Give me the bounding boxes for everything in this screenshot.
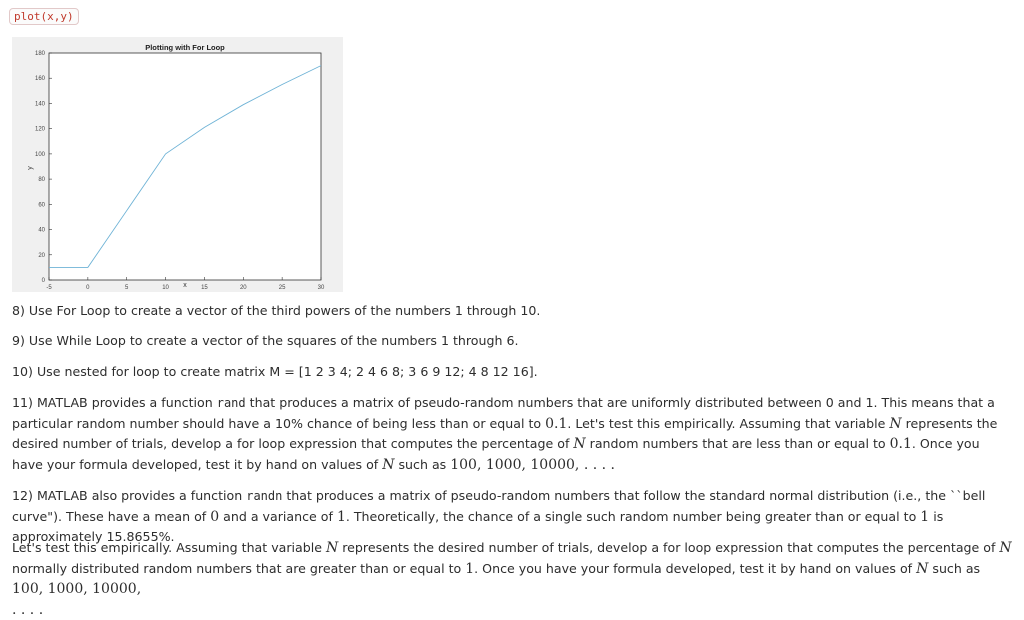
- question-11: 11) MATLAB provides a function rand that produces a matrix of pseudo-random numbers that are uniformly distributed between 0 and 1. This means that a particular random number should have a 10% chance of being less than or equal to 0.1. Let's test this empirically. Assuming that variable N represents the desired number of trials, develop a for loop expression that computes the percentage of N random numbers that are less than or equal to 0.1. Once you have your formula developed, test it by hand on values of N such as 100, 1000, 10000, . . . .: [12, 395, 998, 473]
- question-8: 8) Use For Loop to create a vector of the third powers of the numbers 1 through 10.: [12, 303, 541, 318]
- question-12: 12) MATLAB also provides a function randn that produces a matrix of pseudo-random numbers that follow the standard normal distribution (i.e., the ``bell curve"). These have a mean of 0 and a variance of 1. Theoretically, the chance of a single such random number being greater than or equal to 1 is approximately 15.8655%.: [12, 488, 986, 544]
- y-tick-label: 120: [34, 126, 45, 133]
- chart-title: Plotting with For Loop: [145, 43, 225, 52]
- y-tick-label: 0: [41, 278, 45, 284]
- code-snippet: plot(x,y): [9, 8, 79, 25]
- y-tick-label: 100: [34, 151, 45, 158]
- y-tick-label: 20: [38, 252, 45, 259]
- x-tick-label: 15: [201, 285, 208, 291]
- y-tick-label: 180: [34, 51, 45, 57]
- question-12-continued: Let's test this empirically. Assuming that variable N represents the desired number of trials, develop a for loop expression that computes the percentage of N normally distributed random numbers that are greater than or equal to 1. Once you have your formula developed, test it by hand on values of N such as 100, 1000, 10000, . . . .: [12, 540, 1012, 618]
- line-chart: [12, 37, 343, 292]
- x-tick-label: 10: [162, 285, 169, 291]
- matlab-figure: [12, 37, 343, 292]
- x-axis-label: x: [183, 282, 187, 289]
- x-tick-label: 5: [125, 285, 129, 291]
- x-tick-label: 0: [86, 285, 90, 291]
- y-tick-label: 140: [34, 101, 45, 108]
- y-tick-label: 80: [38, 177, 45, 184]
- x-tick-label: -5: [46, 285, 52, 291]
- question-9: 9) Use While Loop to create a vector of the squares of the numbers 1 through 6.: [12, 333, 519, 348]
- x-tick-label: 20: [239, 285, 247, 291]
- x-tick-label: 25: [278, 285, 286, 291]
- y-tick-label: 60: [38, 202, 45, 209]
- code-rand: rand: [216, 396, 246, 410]
- y-axis-label: y: [27, 166, 34, 170]
- question-10: 10) Use nested for loop to create matrix M = [1 2 3 4; 2 4 6 8; 3 6 9 12; 4 8 12 16].: [12, 364, 538, 379]
- y-tick-label: 40: [38, 227, 45, 234]
- x-tick-label: 30: [317, 285, 325, 291]
- plot-area: [49, 53, 321, 280]
- code-randn: randn: [246, 489, 283, 503]
- y-tick-label: 160: [34, 76, 45, 83]
